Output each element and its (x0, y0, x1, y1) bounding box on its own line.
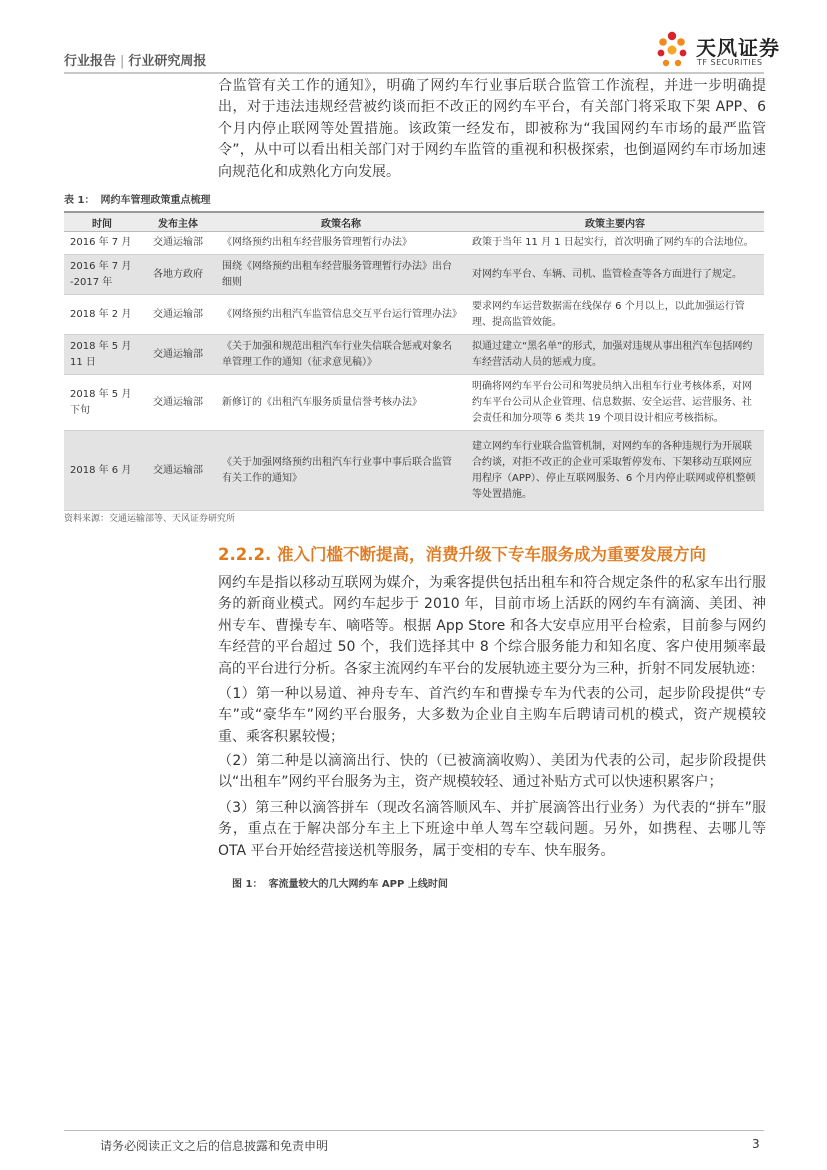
report-type: 行业报告 (64, 54, 117, 69)
table-caption (64, 191, 210, 206)
section-number: 2.2.2. (218, 545, 272, 564)
body-paragraph-3: （2）第二种是以滴滴出行、快的（已被滴滴收购）、美团为代表的公司，起步阶段提供以“出租车”网约平台服务为主，资产规模较轻、通过补贴方式可以快速积累客户； (218, 753, 766, 791)
header-policy-content: 政策主要内容 (466, 212, 764, 232)
cell-content: 要求网约车运营数据需在线保存 6 个月以上，以此加强运行管理、提高监管效能。 (466, 295, 764, 335)
cell-publisher: 交通运输部 (140, 335, 216, 375)
policy-table (64, 211, 764, 511)
intro-paragraph: 合监管有关工作的通知》，明确了网约车行业事后联合监管工作流程，并进一步明确提出，对于违法违规经营被约谈而拒不改正的网约车平台，有关部门将采取下架 APP、6 个月内停止联网等处置措施。该政策一经发布，即被称为“我国网约车市场的最严监管令”，从中可以看出相关部门对于网约车监管的重视和积极探索，也倒逼网约车市场加速向规范化和成熟化方向发展。 (218, 78, 766, 180)
cell-content: 对网约车平台、车辆、司机、监管检查等各方面进行了规定。 (466, 255, 764, 295)
header-policy-name: 政策名称 (216, 212, 466, 232)
cell-policy: 新修订的《出租汽车服务质量信誉考核办法》 (216, 375, 466, 431)
cell-time: 2018 年 5 月 下旬 (64, 375, 140, 431)
body-paragraph-1: 网约车是指以移动互联网为媒介，为乘客提供包括出租车和符合规定条件的私家车出行服务的新商业模式。网约车起步于 2010 年，目前市场上活跃的网约车有滴滴、美团、神州专车、曹操专车、嘀嗒等。根据 App Store 和各大安卓应用平台检索，目前参与网约车经营的平台超过 50 个，我们选择其中 8 个综合服务能力和知名度、客户使用频率最高的平台进行分析。各家主流网约车平台的发展轨迹主要分为三种，折射不同发展轨迹： (218, 575, 766, 677)
header-divider (64, 72, 764, 74)
cell-time: 2018 年 2 月 (64, 295, 140, 335)
cell-time: 2016 年 7 月 (64, 232, 140, 255)
page-number: 3 (752, 1137, 760, 1151)
tf-securities-logo (650, 30, 780, 70)
cell-publisher: 各地方政府 (140, 255, 216, 295)
table-row (64, 335, 764, 375)
cell-policy: 《关于加强和规范出租汽车行业失信联合惩戒对象名单管理工作的通知（征求意见稿）》 (216, 335, 466, 375)
header-separator: | (120, 54, 125, 69)
report-header (64, 50, 206, 69)
cell-content: 建立网约车行业联合监管机制，对网约车的各种违规行为开展联合约谈，对拒不改正的企业可采取暂停发布、下架移动互联网应用程序（APP）、停止互联网服务、6 个月内停止联网或停机整顿等处置措施。 (466, 431, 764, 511)
table-row (64, 375, 764, 431)
cell-publisher: 交通运输部 (140, 431, 216, 511)
cell-content: 政策于当年 11 月 1 日起实行，首次明确了网约车的合法地位。 (466, 232, 764, 255)
cell-policy: 围绕《网络预约出租车经营服务管理暂行办法》出台细则 (216, 255, 466, 295)
figure-caption-label: 图 1： (232, 879, 263, 890)
figure-caption-title: 客流量较大的几大网约车 APP 上线时间 (268, 879, 448, 890)
cell-time: 2018 年 5 月 11 日 (64, 335, 140, 375)
cell-publisher: 交通运输部 (140, 375, 216, 431)
table-row (64, 431, 764, 511)
cell-content: 拟通过建立“黑名单”的形式，加强对违规从事出租汽车包括网约车经营活动人员的惩戒力度。 (466, 335, 764, 375)
logo-text-cn: 天风证券 (696, 36, 780, 60)
figure-placeholder (218, 895, 766, 1120)
cell-policy: 《网络预约出租汽车监管信息交互平台运行管理办法》 (216, 295, 466, 335)
table-row (64, 255, 764, 295)
body-paragraph-2: （1）第一种以易道、神舟专车、首汽约车和曹操专车为代表的公司，起步阶段提供“专车”或“豪华车”网约平台服务，大多数为企业自主购车后聘请司机的模式，资产规模较重、乘客积累较慢； (218, 686, 766, 745)
header-publisher: 发布主体 (140, 212, 216, 232)
body-paragraph-4: （3）第三种以滴答拼车（现改名滴答顺风车、并扩展滴答出行业务）为代表的“拼车”服务，重点在于解决部分车主上下班途中单人驾车空载问题。另外，如携程、去哪儿等 OTA 平台开始经营接送机等服务，属于变相的专车、快车服务。 (218, 800, 766, 859)
report-subtype: 行业研究周报 (128, 54, 207, 69)
table-header-row (64, 212, 764, 232)
footer-divider (64, 1130, 764, 1131)
header-time: 时间 (64, 212, 140, 232)
flower-logo-icon (650, 30, 694, 72)
cell-time: 2018 年 6 月 (64, 431, 140, 511)
footer-disclaimer: 请务必阅读正文之后的信息披露和免责申明 (100, 1139, 329, 1153)
cell-policy: 《关于加强网络预约出租汽车行业事中事后联合监管有关工作的通知》 (216, 431, 466, 511)
table-caption-title: 网约车管理政策重点梳理 (100, 195, 211, 206)
section-title: 准入门槛不断提高，消费升级下专车服务成为重要发展方向 (277, 545, 706, 564)
logo-text-en: TF SECURITIES (697, 58, 763, 67)
table-source: 资料来源：交通运输部等、天风证券研究所 (64, 514, 236, 524)
table-row (64, 295, 764, 335)
cell-policy: 《网络预约出租车经营服务管理暂行办法》 (216, 232, 466, 255)
cell-publisher: 交通运输部 (140, 232, 216, 255)
cell-time: 2016 年 7 月 -2017 年 (64, 255, 140, 295)
table-caption-label: 表 1： (64, 195, 95, 206)
cell-publisher: 交通运输部 (140, 295, 216, 335)
table-row (64, 232, 764, 255)
section-heading (218, 541, 706, 565)
cell-content: 明确将网约车平台公司和驾驶员纳入出租车行业考核体系，对网约车平台公司从企业管理、信息数据、安全运营、运营服务、社会责任和加分项等 6 类共 19 个项目设计相应考核指标。 (466, 375, 764, 431)
figure-caption (232, 875, 448, 890)
